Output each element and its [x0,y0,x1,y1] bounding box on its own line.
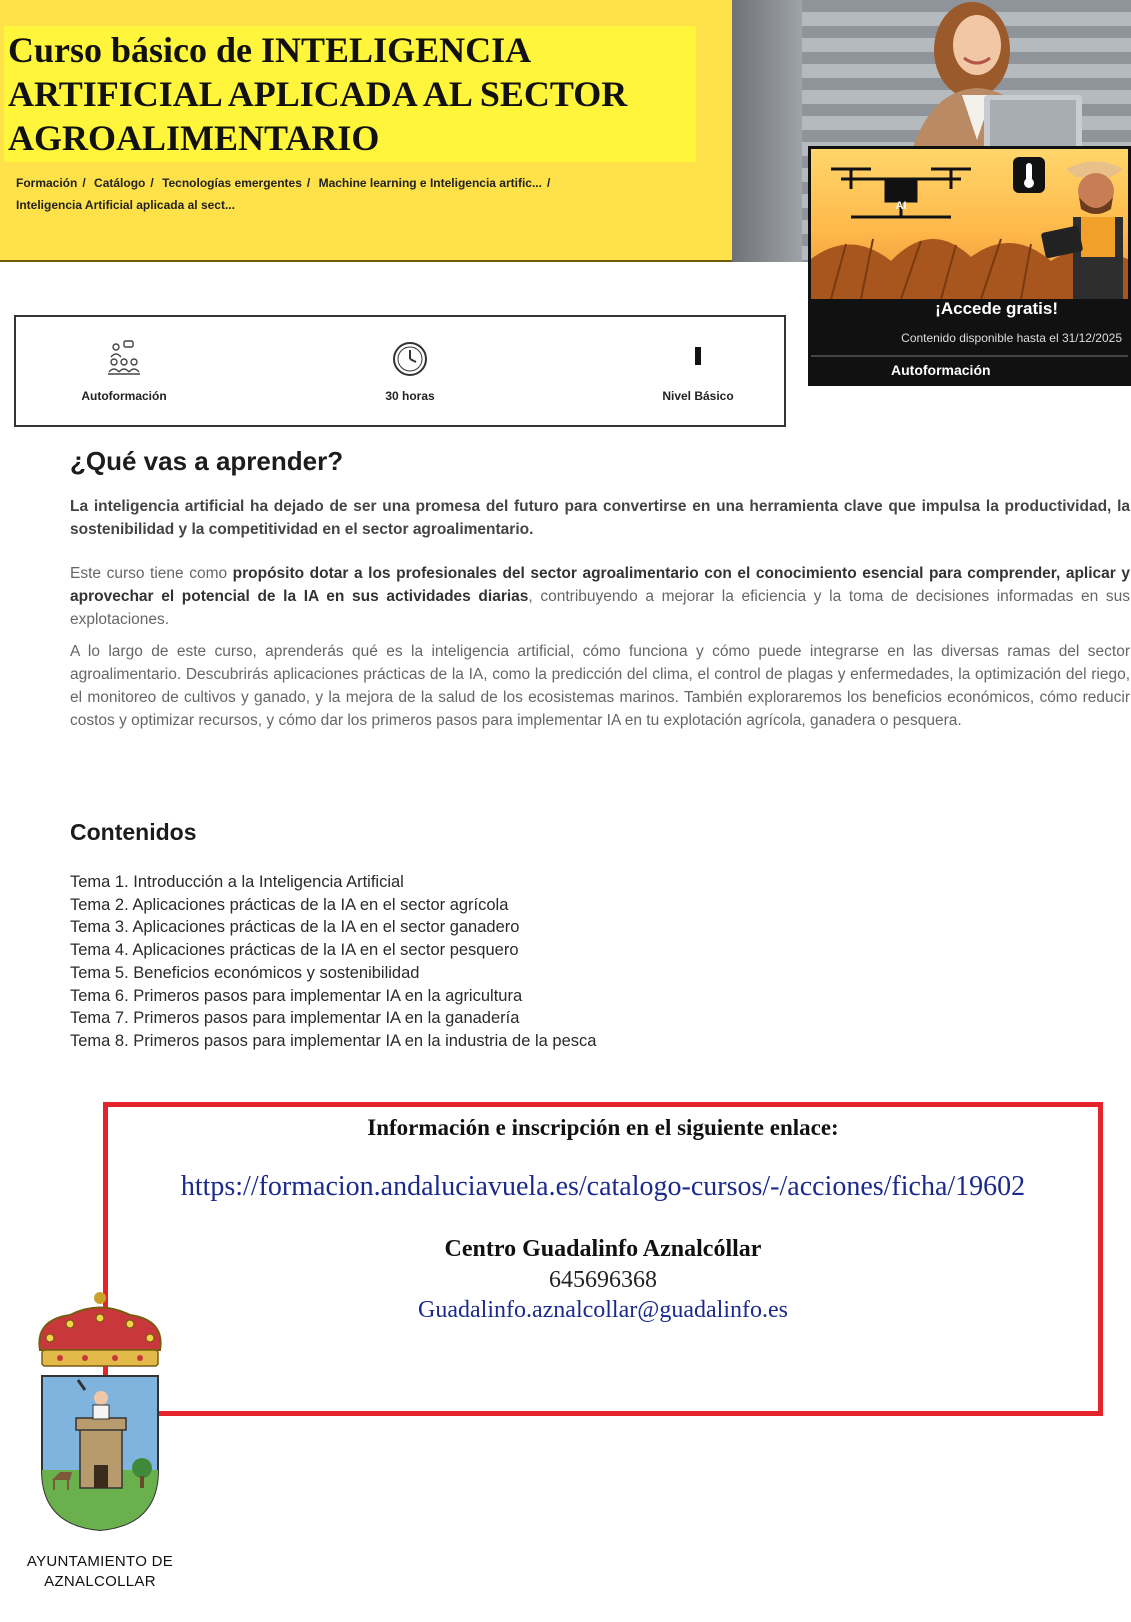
municipality-caption-line1: AYUNTAMIENTO DE [26,1553,174,1570]
promo-cta[interactable]: ¡Accede gratis! [935,299,1058,318]
municipality-caption-line2: AZNALCOLLAR [44,1573,156,1590]
topics-list [70,871,1130,1053]
breadcrumb-formacion[interactable]: Formación [16,176,78,190]
people-group-icon [34,337,214,381]
topic-item: Tema 7. Primeros pasos para implementar IA en la ganadería [70,1009,520,1028]
course-title: Curso básico de INTELIGENCIA ARTIFICIAL APLICADA AL SECTOR AGROALIMENTARIO [4,26,696,162]
topic-item: Tema 5. Beneficios económicos y sostenibilidad [70,963,420,982]
learn-purpose-bold: propósito dotar a los profesionales del sector agroalimentario con el conocimiento esencial para comprender, aplicar y aprovechar el potencial de la IA en sus actividades diarias [70,565,1130,605]
learn-heading: ¿Qué vas a aprender? [70,446,344,476]
contents-section [70,819,1130,1053]
topic-item: Tema 1. Introducción a la Inteligencia Artificial [70,873,404,891]
breadcrumb: Formación / Catálogo / Tecnologías emergentes / Machine learning e Inteligencia artific... / Inteligencia Artificial aplicada al sect... [16,176,551,212]
info-level-label: Nivel Básico [662,389,734,403]
info-duration [320,337,500,403]
coat-of-arms-icon [30,1290,170,1540]
learn-section [70,446,1130,732]
learn-purpose [70,562,1130,631]
breadcrumb-tecnologias[interactable]: Tecnologías emergentes [162,176,302,190]
promo-modality: Autoformación [811,355,1128,383]
breadcrumb-catalogo[interactable]: Catálogo [94,176,146,190]
center-phone: 645696368 [549,1267,657,1293]
info-level [608,337,788,403]
promo-card[interactable] [808,146,1131,386]
registration-box [103,1102,1103,1416]
info-modality [34,337,214,403]
learn-details: A lo largo de este curso, aprenderás qué es la inteligencia artificial, cómo funciona y cómo puede integrarse en las diversas ramas del sector agroalimentario. Descubrirás aplicaciones prácticas de la IA, como la predicción del clima, el control de plagas y enfermedades, la optimización del riego, el monitoreo de cultivos y ganado, y la mejora de la salud de los ecosistemas marinos. También exploraremos los beneficios económicos, cómo reducir costos y optimizar recursos, y cómo dar los primeros pasos para implementar IA en tu explotación agrícola, ganadera o pesquera. [70,643,1130,729]
registration-link[interactable]: https://formacion.andaluciavuela.es/catalogo-cursos/-/acciones/ficha/19602 [180,1171,1026,1202]
learn-lead: La inteligencia artificial ha dejado de ser una promesa del futuro para convertirse en una herramienta clave que impulsa la productividad, la sostenibilidad y la competitividad en el sector agroalimentario. [70,498,1130,538]
topic-item: Tema 4. Aplicaciones prácticas de la IA en el sector pesquero [70,941,519,960]
learn-purpose-start: Este curso tiene como [70,565,233,582]
drone-ai-label: AI [895,200,907,212]
topic-item: Tema 6. Primeros pasos para implementar IA en la agricultura [70,986,523,1005]
clock-icon [320,337,500,381]
center-email[interactable]: Guadalinfo.aznalcollar@guadalinfo.es [418,1297,788,1323]
course-info-box [14,315,786,427]
info-duration-label: 30 horas [385,389,435,403]
municipality-caption [0,1552,200,1592]
topic-item: Tema 3. Aplicaciones prácticas de la IA en el sector ganadero [70,918,520,937]
center-name: Centro Guadalinfo Aznalcóllar [444,1236,762,1262]
promo-availability: Contenido disponible hasta el 31/12/2025 [901,331,1122,345]
topic-item: Tema 2. Aplicaciones prácticas de la IA en el sector agrícola [70,895,509,914]
promo-illustration [811,149,1128,299]
course-banner [0,0,732,262]
level-bar-icon [608,337,788,381]
registration-heading: Información e inscripción en el siguiente enlace: [367,1115,839,1140]
contents-heading: Contenidos [70,819,197,845]
breadcrumb-machine-learning[interactable]: Machine learning e Inteligencia artific... [318,176,542,190]
topic-item: Tema 8. Primeros pasos para implementar IA en la industria de la pesca [70,1031,597,1050]
info-modality-label: Autoformación [81,389,167,403]
breadcrumb-current: Inteligencia Artificial aplicada al sect... [16,198,235,212]
learn-purpose-end: , contribuyendo a mejorar la eficiencia y la toma de decisiones informadas en sus explotaciones. [70,588,1131,628]
